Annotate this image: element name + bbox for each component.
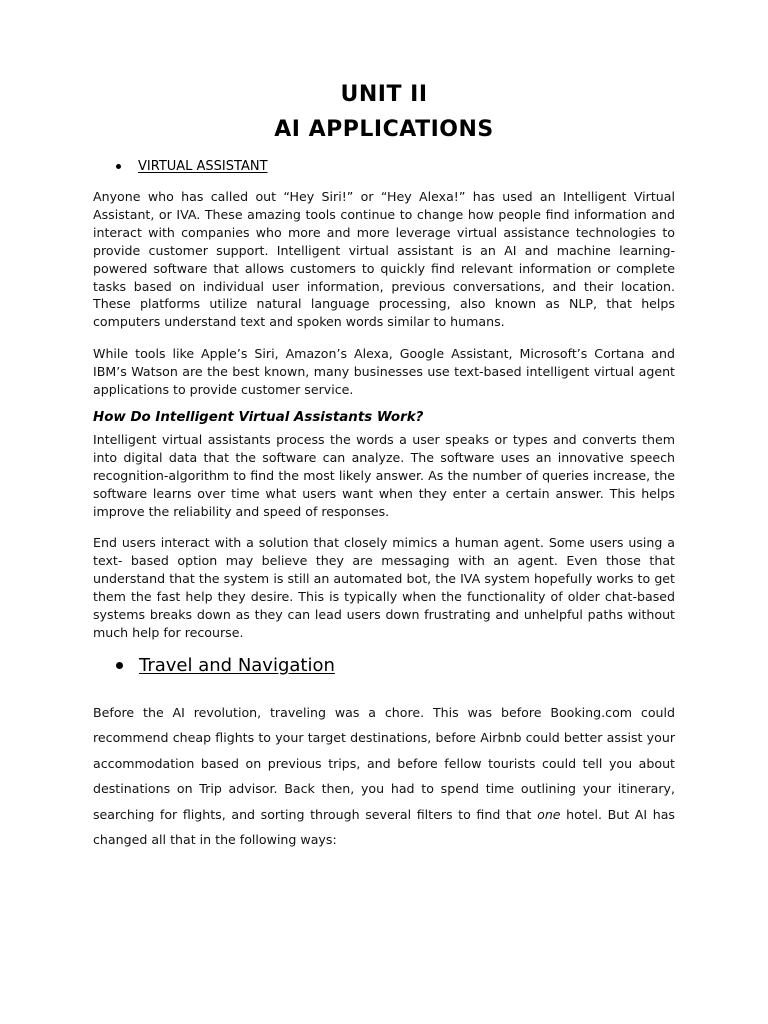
paragraph: While tools like Apple’s Siri, Amazon’s Alexa, Google Assistant, Microsoft’s Cortana and IBM’s Watson are the best known, many businesses use text-based intelligent virtual agent applications to provide customer service. (93, 346, 675, 397)
section-heading-label: VIRTUAL ASSISTANT (138, 159, 268, 174)
bullet-icon (116, 164, 121, 169)
section-heading-virtual-assistant (116, 159, 268, 174)
paragraph: Anyone who has called out “Hey Siri!” or “Hey Alexa!” has used an Intelligent Virtual Assistant, or IVA. These amazing tools continue to change how people find information and interact with companies who more and more leverage virtual assistance technologies to provide customer support. Intelligent virtual assistant is an AI and machine learning-powered software that allows customers to quickly find relevant information or complete tasks based on individual user information, previous conversations, and their location. These platforms utilize natural language processing, also known as NLP, that helps computers understand text and spoken words similar to humans. (93, 189, 675, 330)
unit-heading: UNIT II (340, 82, 428, 107)
page-title: AI APPLICATIONS (274, 117, 494, 142)
emphasis-text: one (537, 806, 561, 822)
paragraph: End users interact with a solution that closely mimics a human agent. Some users using a text- based option may believe they are messaging with an agent. Even those that understand that the system is still an automated bot, the IVA system hopefully works to get them the fast help they desire. This is typically when the functionality of older chat-based systems breaks down as they can lead users down frustrating and unhelpful paths without much help for recourse. (93, 535, 675, 640)
paragraph: Intelligent virtual assistants process the words a user speaks or types and converts them into digital data that the software can analyze. The software uses an innovative speech recognition-algorithm to find the most likely answer. As the number of queries increase, the software learns over time what users want when they enter a certain answer. This helps improve the reliability and speed of responses. (93, 432, 675, 519)
section-heading-label: Travel and Navigation (139, 655, 335, 676)
subheading: How Do Intelligent Virtual Assistants Work? (93, 410, 424, 425)
bullet-icon (116, 662, 123, 669)
paragraph-text: Before the AI revolution, traveling was a chore. This was before Booking.com could recommend cheap flights to your target destinations, before Airbnb could better assist your accommodation based on previous trips, and before fellow tourists could tell you about destinations on Trip advisor. Back then, you had to spend time outlining your itinerary, searching for flights, and sorting through several filters to find that (93, 705, 675, 822)
paragraph (93, 700, 675, 852)
section-heading-travel-navigation (116, 655, 335, 676)
paragraph-text: hotel. But AI has changed all that in the following ways: (93, 806, 675, 848)
